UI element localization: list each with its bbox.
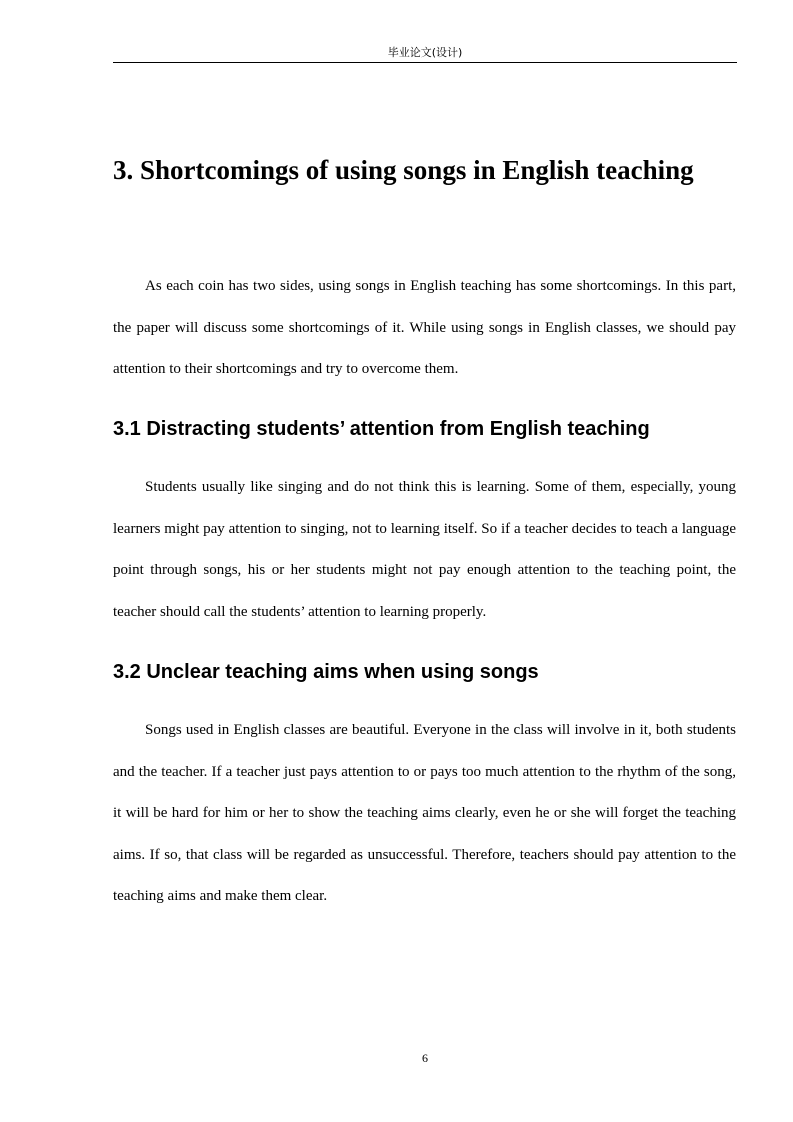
section-3-2-paragraph: Songs used in English classes are beautiful. Everyone in the class will involve in it, both students and the teacher. If a teacher just pays attention to or pays too much attention to the rhythm of the song, it will be hard for him or her to show the teaching aims clearly, even he or she will forget the teaching aims. If so, that class will be regarded as unsuccessful. Therefore, teachers should pay attention to the teaching aims and make them clear. [113, 722, 736, 904]
chapter-intro-paragraph: As each coin has two sides, using songs in English teaching has some shortcomings. In this part, the paper will discuss some shortcomings of it. While using songs in English classes, we should pay attention to their shortcomings and try to overcome them. [113, 278, 736, 377]
section-3-1-paragraph: Students usually like singing and do not think this is learning. Some of them, especially, young learners might pay attention to singing, not to learning itself. So if a teacher decides to teach a language point through songs, his or her students might not pay enough attention to the teaching point, the teacher should call the students’ attention to learning properly. [113, 479, 736, 620]
running-header: 毕业论文(设计) [387, 46, 463, 59]
section-heading-3-1: 3.1 Distracting students’ attention from English teaching [113, 418, 650, 440]
section-heading-3-2: 3.2 Unclear teaching aims when using songs [113, 661, 539, 683]
chapter-title: 3. Shortcomings of using songs in English teaching [113, 155, 694, 185]
page-number: 6 [422, 1051, 428, 1065]
header-rule [113, 62, 737, 63]
